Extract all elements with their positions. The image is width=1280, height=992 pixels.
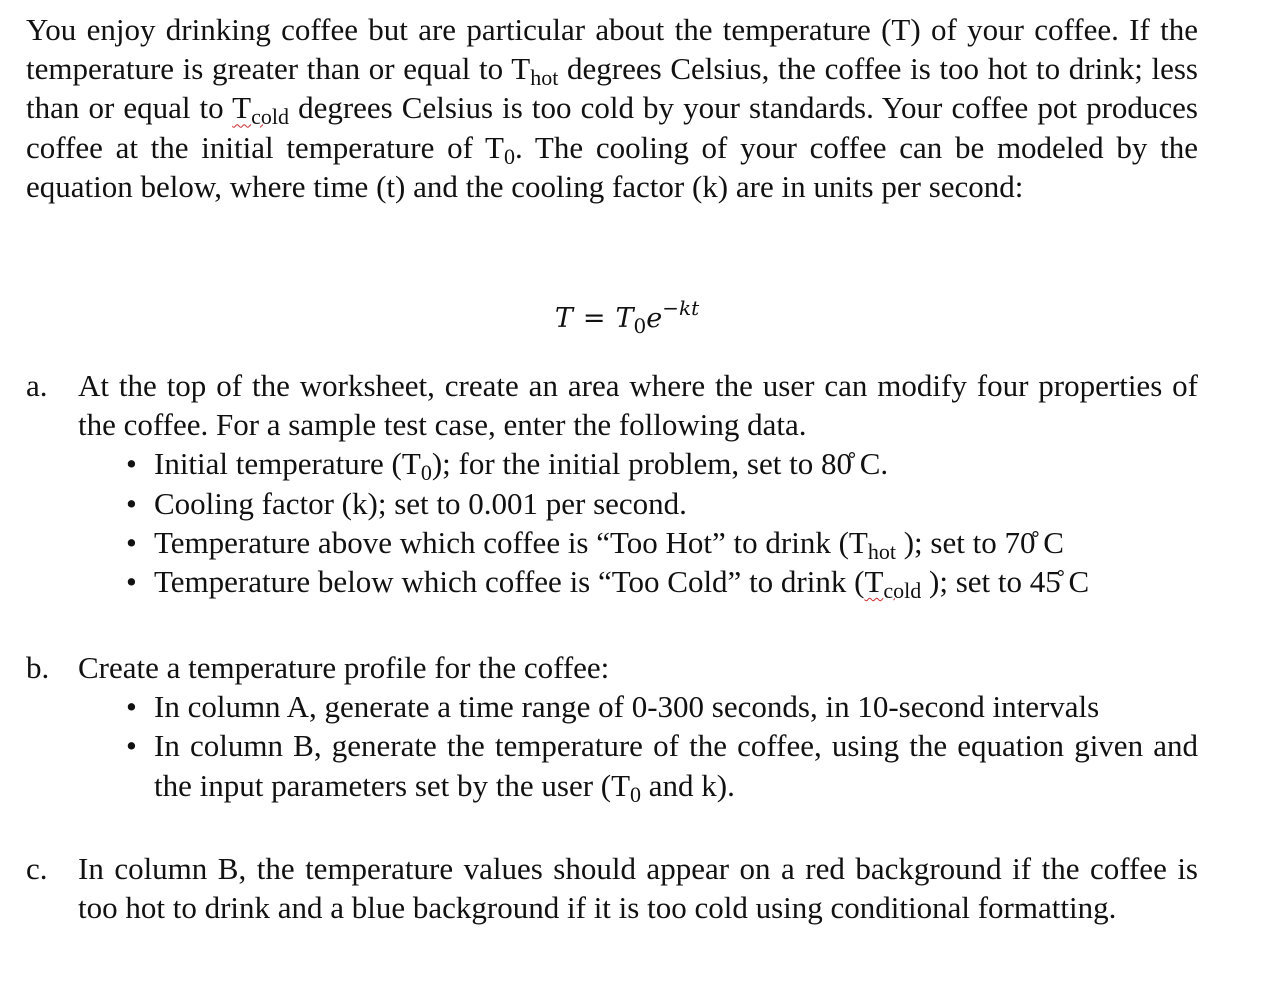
t-cold-subscript: cold xyxy=(883,578,922,604)
bullet-dot-icon: • xyxy=(126,485,137,521)
bullet-text: In column B, generate the temperature of the coffee, using the equation given and the input parameters set by the user (T xyxy=(154,728,1198,803)
bullet-initial-temperature xyxy=(126,444,1198,486)
bullet-text: Cooling factor (k); set to 0.001 per second. xyxy=(154,485,687,521)
equation-t0-subscript: 0 xyxy=(633,314,647,338)
t-zero-subscript: 0 xyxy=(630,781,642,807)
t-zero-subscript: 0 xyxy=(504,143,515,169)
equation-equals: = xyxy=(582,303,606,334)
t-cold-letter: T xyxy=(232,90,252,126)
t-hot-subscript: hot xyxy=(530,65,559,91)
section-a-bullet-list xyxy=(26,444,1198,604)
section-c-text: In column B, the temperature values should appear on a red background if the coffee is too hot to drink and a blue background if it is too cold using conditional formatting. xyxy=(78,851,1198,926)
bullet-text-post: ); set to 70̊ C xyxy=(895,524,1064,560)
section-a-body xyxy=(78,366,1198,444)
section-c-letter: c. xyxy=(26,851,48,886)
t-hot-subscript: hot xyxy=(867,538,896,564)
bullet-cooling-factor xyxy=(126,484,1198,523)
bullet-dot-icon: • xyxy=(126,728,137,764)
bullet-text: In column A, generate a time range of 0-300 seconds, in 10-second intervals xyxy=(154,689,1100,725)
bullet-text: Temperature above which coffee is “Too Hot” to drink (T xyxy=(154,524,868,560)
section-c-body xyxy=(78,849,1198,927)
bullet-temperature-column xyxy=(126,726,1198,807)
bullet-text: Initial temperature (T xyxy=(154,446,421,482)
bullet-dot-icon: • xyxy=(126,446,137,482)
cooling-equation xyxy=(26,290,1198,344)
intro-text-2: degrees Celsius, the coffee is too hot to drink; less than or equal to xyxy=(26,51,1198,126)
section-a xyxy=(26,366,1198,604)
section-b-text: Create a temperature profile for the coffee: xyxy=(78,650,610,685)
intro-text-3: degrees Celsius is too cold by your standards. Your coffee pot produces coffee at the initial temperature of T xyxy=(26,90,1198,165)
t-zero-subscript: 0 xyxy=(420,460,432,486)
section-c xyxy=(26,849,1198,927)
bullet-text-post: and k). xyxy=(641,767,735,803)
bullet-dot-icon: • xyxy=(126,689,137,725)
intro-text-1: You enjoy drinking coffee but are particular about the temperature (T) of your coffee. If the temperature is greater than or equal to T xyxy=(26,12,1198,87)
section-a-letter: a. xyxy=(26,368,48,403)
intro-text-4: . The cooling of your coffee can be modeled by the equation below, where time (t) and the cooling factor (k) are in units per second: xyxy=(26,129,1199,204)
bullet-dot-icon: • xyxy=(126,564,137,600)
problem-document xyxy=(26,10,1199,926)
section-b xyxy=(26,648,1198,805)
bullet-too-hot xyxy=(126,523,1198,562)
section-b-body xyxy=(78,648,1198,687)
bullet-text: Temperature below which coffee is “Too Cold” to drink ( xyxy=(154,564,865,600)
equation-e: e xyxy=(646,303,663,334)
bullet-too-cold xyxy=(126,562,1198,604)
bullet-time-range xyxy=(126,687,1198,726)
bullet-text-post: ); for the initial problem, set to 80̊ C. xyxy=(431,446,889,482)
t-cold-symbol xyxy=(232,90,289,130)
section-b-letter: b. xyxy=(26,650,50,685)
bullet-dot-icon: • xyxy=(126,524,137,560)
intro-paragraph xyxy=(26,10,1198,206)
equation-t0-letter: T xyxy=(615,303,634,334)
section-a-text: At the top of the worksheet, create an area where the user can modify four properties of the coffee. For a sample test case, enter the following data. xyxy=(78,368,1198,443)
section-b-bullet-list xyxy=(26,687,1198,805)
t-cold-letter: T xyxy=(864,564,884,600)
t-cold-symbol xyxy=(864,564,922,604)
equation-lhs: T xyxy=(554,303,573,334)
t-cold-subscript: cold xyxy=(251,104,289,130)
bullet-text-post: ); set to 45̊ C xyxy=(921,564,1090,600)
equation-exponent: −kt xyxy=(662,296,700,320)
